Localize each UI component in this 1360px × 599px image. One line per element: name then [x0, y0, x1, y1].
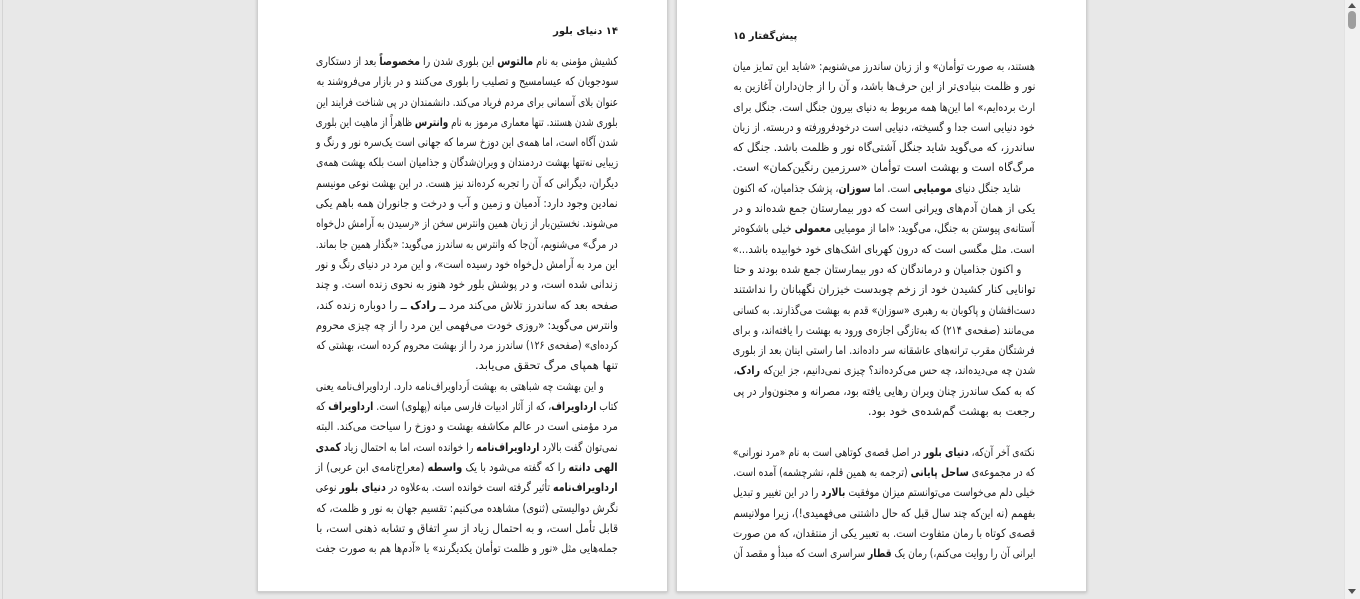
- text-run: مرگ‌گاه است و بهشت است توأمان «سرزمین رنگین‌کمان» است.: [733, 160, 1035, 175]
- text-line: [733, 482, 1035, 502]
- text-line: [316, 335, 618, 355]
- text-run: نوعی: [316, 480, 340, 495]
- text-line: [733, 401, 1035, 421]
- emphasized-text: بالارد: [821, 485, 846, 500]
- emphasized-text: کمدی: [316, 439, 342, 454]
- line-text: [316, 498, 618, 518]
- text-run: نور و ظلمت بنیادی‌تر از این حرف‌ها باشد، و آن را از جان‌داران آغازین به: [733, 79, 1035, 94]
- text-run: زیبایی نه‌تنها بهشت دردمندان و ویران‌شدگان و جذامیان است بلکه بهشت همه‌ی: [316, 155, 618, 170]
- emphasized-text: وانترس: [415, 114, 449, 129]
- line-text: [316, 416, 618, 436]
- text-run: خیلی دلم می‌خواست می‌توانستم میزان موفقیت: [845, 485, 1035, 500]
- text-section: [316, 51, 618, 558]
- text-line: [316, 112, 618, 132]
- text-run: و این بهشت چه شباهتی به بهشت اَرداویراف‌نامه دارد. ارداویراف‌نامه یعنی: [316, 378, 604, 393]
- line-text: [733, 360, 1035, 380]
- text-run: را خوانده است، اما به احتمال زیاد: [341, 439, 477, 454]
- line-text: [733, 279, 1035, 299]
- text-run: یکی از همان آدم‌های ویرانی است که دور بیمارستان جمع شده‌اند و در: [733, 201, 1035, 216]
- text-run: است. مثل مگسی است که درون کهربای اشک‌های خود خوابیده باشد...»: [733, 241, 1035, 256]
- text-run: این مرد به آرامش دل‌خواه خود رسیده است»، و این مرد در دنیای رنگ و نور: [316, 256, 618, 271]
- text-run: که: [316, 399, 329, 414]
- text-line: [316, 71, 618, 91]
- text-line: [733, 117, 1035, 137]
- text-line: [316, 376, 618, 396]
- text-line: [733, 137, 1035, 157]
- line-text: [316, 538, 618, 558]
- emphasized-text: ارداویراف‌نامه: [476, 439, 540, 454]
- line-text: [316, 457, 618, 477]
- emphasized-text: ارداویراف: [328, 399, 374, 414]
- text-run: توانایی کنار کشیدن خود از زخم چوبدست خیزران نگهبانان را نداشتند: [733, 282, 1035, 297]
- page-left: [257, 0, 668, 592]
- text-run: شاید جنگل دنیای: [952, 180, 1021, 195]
- text-line: [316, 51, 618, 71]
- text-run: عنوان بلای آسمانی برای مردم فریاد می‌کند. دانشمندان در پی شناخت فرایند این: [316, 94, 618, 109]
- line-text: [316, 92, 618, 112]
- text-run: نگرش دوالیستی (ثنوی) مشاهده می‌کنیم: تقسیم جهان به نور و ظلمت، که: [316, 500, 618, 515]
- text-line: [316, 477, 618, 497]
- emphasized-text: ارداویراف‌نامه: [553, 480, 618, 495]
- text-run: نمادین وجود دارد: آدمیان و زمین و آب و درخت و جانوران همه باهم یکی: [316, 196, 618, 211]
- line-text: [733, 97, 1035, 117]
- text-run: سراسری است که مبدأ و مقصد آن: [733, 546, 868, 561]
- text-run: نمی‌توان گفت بالارد: [539, 439, 618, 454]
- text-run: هستند، به صورت توأمان» و از زبان ساندرز می‌شنویم: «شاید این تمایز میان: [733, 59, 1035, 73]
- line-text: [316, 477, 618, 497]
- text-run: جمله‌هایی مثل «نور و ظلمت توأمان یکدیگرند» یا «آدم‌ها هم به صورت جفت: [316, 541, 618, 556]
- text-line: [733, 259, 1035, 279]
- line-text: [316, 112, 618, 132]
- text-line: [316, 315, 618, 335]
- paragraph: [733, 442, 1035, 564]
- text-run: بعد از دستکاری: [316, 54, 380, 68]
- text-line: [316, 213, 618, 233]
- text-line: [733, 239, 1035, 259]
- text-line: [316, 295, 618, 315]
- text-line: [733, 218, 1035, 238]
- line-text: [733, 462, 1035, 482]
- triangle-down-icon[interactable]: [1348, 589, 1356, 594]
- text-line: [733, 381, 1035, 401]
- text-run: کتاب: [596, 399, 618, 414]
- text-run: صفحه بعد که ساندرز تلاش می‌کند مرد ــ: [436, 297, 618, 312]
- text-run: آستانه‌ی پیوستن به جنگل، می‌گوید: «اما از مومیایی: [831, 221, 1035, 236]
- line-text: [733, 56, 1035, 76]
- text-run: ــ را دوباره زنده کند،: [316, 297, 411, 312]
- emphasized-text: رادک: [736, 363, 760, 378]
- text-run: که به کمک ساندرز چنان ویران رهایی یافته بود، مصرانه و مجنون‌وار در پی: [733, 383, 1035, 398]
- line-text: [868, 401, 1035, 421]
- text-line: [733, 300, 1035, 320]
- text-line: [316, 457, 618, 477]
- text-line: [316, 152, 618, 172]
- vertical-scrollbar[interactable]: [1344, 0, 1360, 599]
- text-line: [316, 437, 618, 457]
- line-text: [316, 396, 618, 416]
- paragraph: [733, 178, 1035, 259]
- text-line: [733, 198, 1035, 218]
- line-text: [733, 117, 1035, 137]
- text-line: [733, 178, 1035, 198]
- line-text: [733, 320, 1035, 340]
- emphasized-text: ارداویراف: [551, 399, 597, 414]
- line-text: [733, 178, 1021, 198]
- text-line: [316, 92, 618, 112]
- line-text: [316, 254, 618, 274]
- emphasized-text: مالتوس: [497, 54, 534, 68]
- text-run: که در مجموعه‌ی: [968, 464, 1035, 479]
- text-line: [316, 274, 618, 294]
- paragraph: [316, 376, 618, 559]
- text-run: در مرگ» می‌شنویم، آن‌جا که وانترس به ساندرز می‌گوید: «بگذار همین جا بماند.: [316, 236, 618, 251]
- emphasized-text: دنیای بلور: [339, 480, 387, 495]
- text-line: [733, 462, 1035, 482]
- line-text: [316, 173, 618, 193]
- text-run: ساندرز، که می‌گوید شاید جنگل آشتی‌گاه نور و ظلمت باشد. جنگل که: [733, 140, 1035, 155]
- text-run: (معراج‌نامه‌ی ابن عربی) از: [316, 459, 428, 474]
- emphasized-text: واسطه: [427, 459, 463, 474]
- line-text: [316, 335, 618, 355]
- emphasized-text: رادک: [410, 297, 437, 312]
- line-text: [733, 503, 1035, 523]
- running-header: ۱۴ دنیای بلور: [553, 26, 618, 37]
- text-line: [316, 396, 618, 416]
- text-run: سودجویان که عیسامسیح و تصلیب را بلوری می‌کنند و در بازار می‌فروشند به: [316, 74, 618, 89]
- text-line: [733, 442, 1035, 462]
- text-run: را که گفته می‌شود با یک: [462, 459, 569, 474]
- emphasized-text: ساحل پایانی: [910, 464, 969, 479]
- text-line: [316, 193, 618, 213]
- text-run: خود دنیایی است جدا و گسیخته، دنیایی است درخودفرورفته و دربسته. از زبان: [733, 119, 1035, 134]
- text-run: بفهمم (نه این‌که چند سال قبل که حال داشتنی می‌فهمیدی!)، زیرا مولانیسم: [733, 505, 1035, 520]
- emphasized-text: سوزان: [838, 180, 871, 195]
- page-body: [733, 56, 1035, 563]
- line-text: [316, 193, 618, 213]
- text-run: شدن آگاه است، اما همه‌ی این دوزخ سرما که جهانی است یک‌سره نور و رنگ و: [316, 135, 618, 150]
- text-run: نکته‌ی آخر آن‌که،: [968, 444, 1035, 459]
- text-run: ،: [733, 363, 737, 378]
- emphasized-text: قطار: [867, 546, 892, 561]
- text-line: [316, 416, 618, 436]
- line-text: [316, 51, 618, 71]
- text-line: [316, 355, 618, 375]
- emphasized-text: مومیایی: [913, 180, 953, 195]
- line-text: [316, 132, 618, 152]
- text-line: [316, 132, 618, 152]
- line-text: [733, 157, 1035, 177]
- text-line: [316, 538, 618, 558]
- text-run: ایرانی آن را روایت می‌کنم،) رمان یک: [891, 546, 1035, 561]
- line-text: [316, 213, 618, 233]
- scrollbar-thumb[interactable]: [1348, 11, 1356, 29]
- paragraph: [733, 56, 1035, 178]
- line-text: [316, 152, 618, 172]
- text-line: [316, 254, 618, 274]
- line-text: [316, 437, 618, 457]
- line-text: [733, 523, 1035, 543]
- page-body: [316, 51, 618, 558]
- text-run: ، که از آثار ادبیات فارسی میانه (پهلوی) است.: [373, 399, 552, 414]
- text-run: کرده‌ای» (صفحه‌ی ۱۲۶) ساندرز مرد را از بهشت محروم کرده است، بهشتی که: [316, 338, 618, 353]
- page-right: [676, 0, 1087, 592]
- text-line: [733, 76, 1035, 96]
- text-line: [316, 518, 618, 538]
- line-text: [316, 315, 618, 335]
- viewer-frame-edge: [2, 0, 3, 599]
- text-run: فرشتگان مقرب ترانه‌های عاشقانه سر داده‌اند. اما راستی اینان بعد از بلوری: [733, 343, 1035, 358]
- text-run: ، پزشک جذامیان، که اکنون: [733, 180, 839, 195]
- text-run: زندانی شده است، و در پوشش بلور خود هنوز به نحوی زنده است. و چند: [316, 277, 618, 292]
- line-text: [733, 239, 1035, 259]
- triangle-up-icon[interactable]: [1348, 3, 1356, 8]
- text-run: این بلوری شدن را: [420, 54, 498, 68]
- text-run: قابل تأمل است، و به احتمال زیاد از سرِ اتفاق و تشابه ذهنی است، با: [316, 520, 618, 535]
- emphasized-text: دنیای بلور: [923, 444, 969, 459]
- text-line: [733, 157, 1035, 177]
- text-run: را در این تغییر و تبدیل: [733, 485, 822, 500]
- line-text: [316, 376, 604, 396]
- text-line: [733, 340, 1035, 360]
- line-text: [475, 355, 618, 375]
- line-text: [733, 259, 1021, 279]
- text-line: [316, 234, 618, 254]
- text-run: کشیش مؤمنی به نام: [533, 54, 618, 68]
- text-run: در اصل قصه‌ی کوتاهی است به نام «مرد نورانی»: [733, 444, 924, 459]
- emphasized-text: مخصوصاً: [379, 54, 421, 68]
- text-line: [733, 320, 1035, 340]
- line-text: [733, 198, 1035, 218]
- text-run: و اکنون جذامیان و درماندگان که دور بیمارستان جمع شده بودند و حتا: [733, 261, 1021, 276]
- text-section: [733, 56, 1035, 421]
- line-text: [316, 518, 618, 538]
- text-run: تأثیر گرفته است خوانده است. به‌علاوه در: [386, 480, 554, 495]
- line-text: [733, 381, 1035, 401]
- text-run: تنها همپای مرگ تحقق می‌یابد.: [475, 358, 618, 373]
- text-run: (ترجمه به همین قلم، نشرچشمه) آمده است.: [733, 464, 911, 479]
- text-line: [733, 97, 1035, 117]
- text-run: است. اما: [870, 180, 914, 195]
- text-run: دست‌افشان و پاکوبان به رهبری «سوزان» قدم به بهشت می‌گذارند. به کسانی: [733, 302, 1035, 317]
- text-line: [733, 56, 1035, 76]
- text-run: بلوری شدن هستند. تنها معماری مرموز به نام: [448, 114, 618, 129]
- text-run: ارث برده‌ایم،» اما این‌ها همه مربوط به دنیای بیرون جنگل است. جنگل برای: [733, 99, 1035, 114]
- line-text: [733, 76, 1035, 96]
- paragraph: [733, 259, 1035, 421]
- text-line: [316, 498, 618, 518]
- line-text: [733, 137, 1035, 157]
- text-run: دیگران، دیگرانی که آن را تجربه کرده‌اند نیز هست. در این بهشت نوعی مونیسم: [316, 175, 618, 190]
- running-header: پیش‌گفتار ۱۵: [733, 31, 798, 42]
- text-line: [733, 279, 1035, 299]
- text-run: ظاهراً از ماهیت این بلوری: [316, 114, 416, 129]
- text-run: می‌مانند (صفحه‌ی ۲۱۴) که به‌تازگی اجازه‌ی ورود به بهشت را یافته‌اند، و برای: [733, 322, 1035, 337]
- text-run: قصه‌ی کوتاه با رمان متفاوت است. به تعبیر یکی از منتقدان، که من صورت: [733, 525, 1035, 540]
- text-run: شدن چه می‌دیده‌اند، چه حس می‌کرده‌اند؟ چیزی نمی‌دانیم، جز این‌که: [759, 363, 1035, 378]
- emphasized-text: معمولی: [795, 221, 832, 236]
- text-line: [733, 360, 1035, 380]
- line-text: [316, 274, 618, 294]
- text-line: [733, 543, 1035, 563]
- text-section: [733, 442, 1035, 564]
- text-run: مرد مؤمنی است در عالم مکاشفه بهشت و دوزخ را سیاحت می‌کند. البته: [316, 419, 618, 434]
- text-run: وانترس می‌گوید: «روزی خودت می‌فهمی این مرد را از چه چیزی محروم: [316, 317, 618, 332]
- text-line: [733, 503, 1035, 523]
- line-text: [733, 543, 1035, 563]
- line-text: [733, 442, 1035, 462]
- line-text: [733, 340, 1035, 360]
- emphasized-text: الهی دانته: [568, 459, 618, 474]
- text-run: رجعت به بهشت گم‌شده‌ی خود بود.: [867, 404, 1035, 419]
- line-text: [316, 234, 618, 254]
- line-text: [316, 71, 618, 91]
- line-text: [733, 300, 1035, 320]
- text-line: [316, 173, 618, 193]
- text-line: [733, 523, 1035, 543]
- line-text: [733, 218, 1035, 238]
- text-run: خیلی باشکوه‌تر: [733, 221, 796, 236]
- line-text: [733, 482, 1035, 502]
- text-run: می‌شوند. نخستین‌بار از زبان همین وانترس سخن از «رسیدن به آرامش دل‌خواه: [316, 216, 618, 231]
- line-text: [316, 295, 618, 315]
- paragraph: [316, 51, 618, 376]
